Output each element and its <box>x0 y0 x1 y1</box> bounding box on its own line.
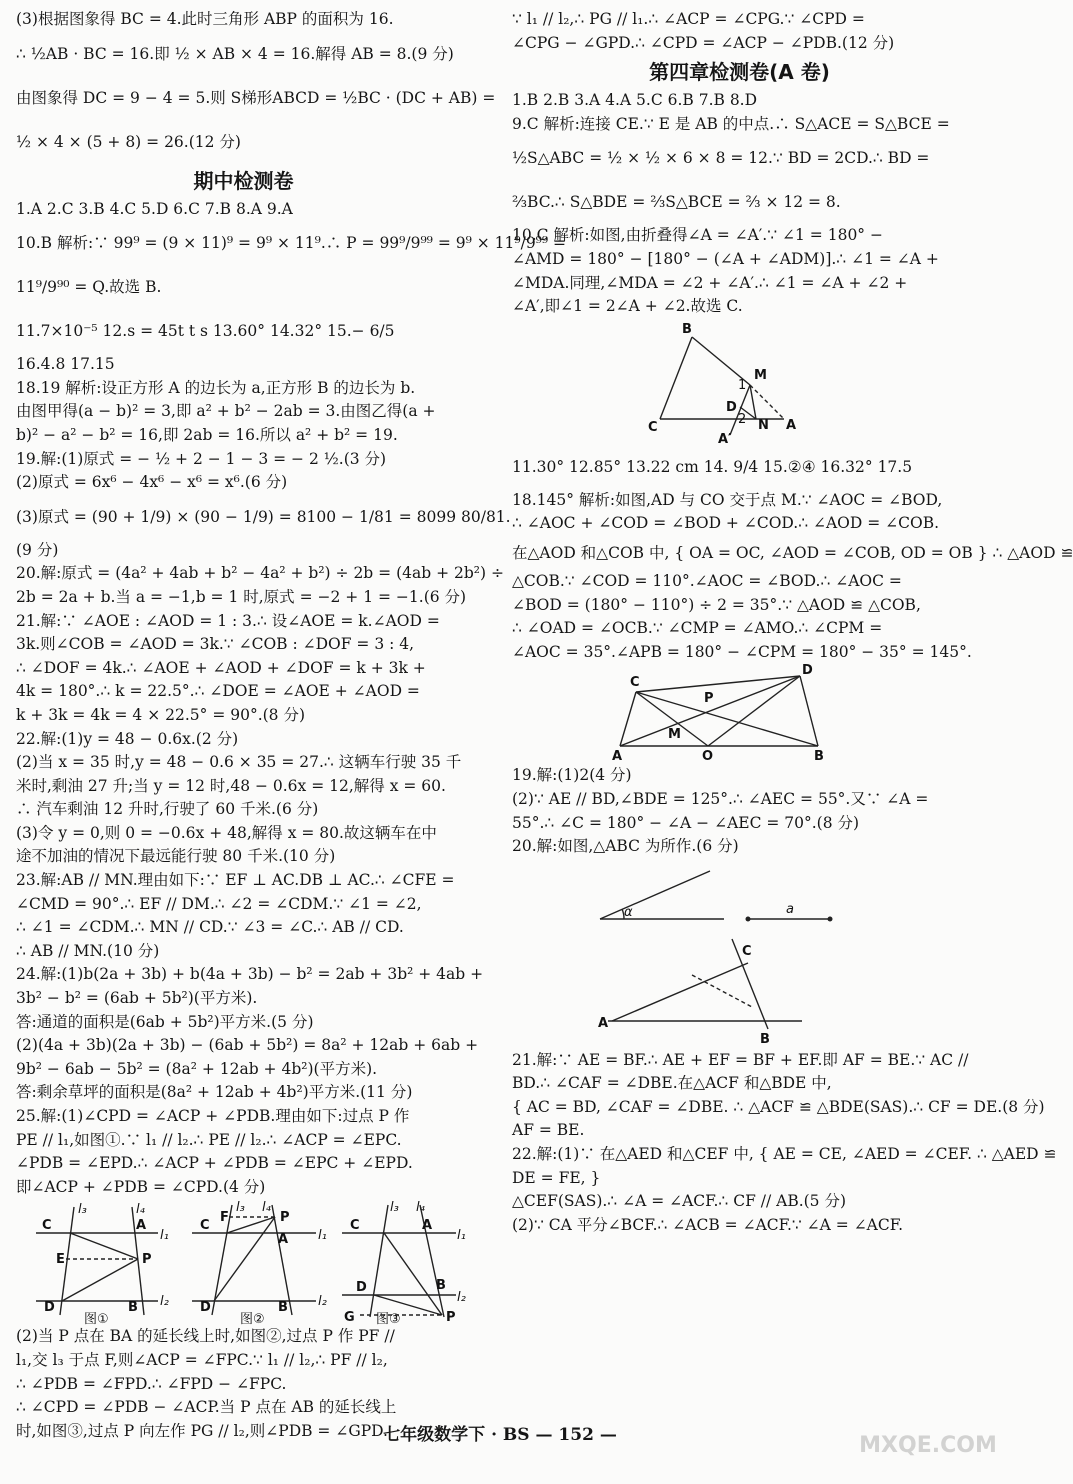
right-e-line: △CEF(SAS).∴ ∠A = ∠ACF.∴ CF // AB.(5 分) <box>512 1192 847 1211</box>
fig1-label-l2: l₂ <box>160 1294 169 1310</box>
right-b-line: 10.C 解析:如图,由折叠得∠A = ∠A′.∵ ∠1 = 180° − <box>512 226 883 245</box>
right-a-line: ∵ l₁ // l₂,∴ PG // l₁.∴ ∠ACP = ∠CPG.∵ ∠CPD = <box>512 10 865 28</box>
right-block-d <box>512 764 967 858</box>
right-block-a <box>512 8 967 55</box>
left-b-line: ∴ ∠DOF = 4k.∴ ∠AOE + ∠AOD + ∠DOF = k + 3k + <box>16 658 426 677</box>
fig1-segment-dp <box>62 1259 138 1301</box>
right-e-line: BD.∴ ∠CAF = ∠DBE.在△ACF 和△BDE 中, <box>512 1074 832 1093</box>
left-b-line: ∴ 汽车剩油 12 升时,行驶了 60 千米.(6 分) <box>16 800 319 819</box>
left-b-line: (3)原式 = (90 + 1/9) × (90 − 1/9) = 8100 − 1/81 = 8099 80/81. <box>16 507 511 526</box>
quad-label-p: P <box>704 691 714 707</box>
left-b-line: 即∠ACP + ∠PDB = ∠CPD.(4 分) <box>16 1177 266 1196</box>
right-c-line: △COB.∵ ∠COD = 110°.∠AOC = ∠BOD.∴ ∠AOC = <box>512 571 902 590</box>
right-b-line: ∠A′,即∠1 = 2∠A + ∠2.故选 C. <box>512 297 743 316</box>
quad-label-d: D <box>802 663 813 679</box>
fig3-label-l4: l₄ <box>416 1200 425 1216</box>
right-c-line: ∴ ∠OAD = ∠OCB.∵ ∠CMP = ∠AMO.∴ ∠CPM = <box>512 619 883 638</box>
quad-label-c: C <box>630 675 640 691</box>
quad-line-bd <box>800 676 818 746</box>
figure-quad <box>512 664 967 764</box>
left-b-line: 3b² − b² = (6ab + 5b²)(平方米). <box>16 989 258 1008</box>
fig1-label-d: D <box>44 1300 55 1316</box>
fold-label-c: C <box>648 419 658 435</box>
construct-label-a: A <box>598 1015 609 1031</box>
construct-angle-ray <box>600 871 710 919</box>
fig2-label-p: P <box>280 1210 290 1226</box>
left-a-line: (3)根据图象得 BC = 4.此时三角形 ABP 的面积为 16. <box>16 10 394 28</box>
left-a-line: ∴ ½AB · BC = 16.即 ½ × AB × 4 = 16.解得 AB = 8.(9 分) <box>16 44 454 63</box>
fig1-label-a: A <box>136 1218 147 1234</box>
fig2-label-d: D <box>200 1300 211 1316</box>
fig1-label-b: B <box>128 1300 138 1316</box>
fold-label-2: 2 <box>738 411 747 427</box>
right-c-line: 在△AOD 和△COB 中, { OA = OC, ∠AOD = ∠COB, OD = OB } ∴ △AOD ≌ <box>512 543 1073 562</box>
right-e-line: (2)∵ CA 平分∠BCF.∴ ∠ACB = ∠ACF.∵ ∠A = ∠ACF. <box>512 1215 904 1234</box>
fig3-segment-cp <box>384 1233 442 1315</box>
left-c-line: (2)当 P 点在 BA 的延长线上时,如图②,过点 P 作 PF // <box>16 1327 395 1346</box>
quad-line-bc <box>636 692 818 746</box>
fig3-label-l3: l₃ <box>390 1200 399 1216</box>
right-d-line: 55°.∴ ∠C = 180° − ∠A − ∠AEC = 70°.(8 分) <box>512 813 860 832</box>
fold-label-1: 1 <box>738 377 747 393</box>
left-b-line: 25.解:(1)∠CPD = ∠ACP + ∠PDB.理由如下:过点 P 作 <box>16 1107 410 1125</box>
fig2-label-l3: l₃ <box>236 1200 245 1216</box>
fold-label-n: N <box>758 417 769 433</box>
construct-label-alpha: α <box>624 904 633 920</box>
left-b-line: 11.7×10⁻⁵ 12.s = 45t t s 13.60° 14.32° 15.− 6/5 <box>16 322 395 341</box>
fig3-line-l3 <box>370 1205 388 1317</box>
figure-fold <box>512 319 967 445</box>
quad-line-ac <box>620 692 636 746</box>
fig2-segment-cp <box>227 1217 275 1233</box>
left-b-line: 24.解:(1)b(2a + 3b) + b(4a + 3b) − b² = 2ab + 3b² + 4ab + <box>16 965 484 984</box>
right-a-line: ∠CPG − ∠GPD.∴ ∠CPD = ∠ACP − ∠PDB.(12 分) <box>512 33 895 52</box>
svg-text:MXQE.COM: MXQE.COM <box>859 1433 997 1458</box>
fig1-label-l4: l₄ <box>136 1202 145 1218</box>
right-b-line: ∠MDA.同理,∠MDA = ∠2 + ∠A′.∴ ∠1 = ∠A + ∠2 + <box>512 273 908 292</box>
left-c-line: ∴ ∠CPD = ∠PDB − ∠ACP.当 P 点在 AB 的延长线上 <box>16 1398 397 1417</box>
fig1-label-p: P <box>142 1252 152 1268</box>
fig2-segment-dp <box>214 1217 275 1301</box>
fig3-label-c: C <box>350 1218 360 1234</box>
right-e-line: AF = BE. <box>512 1121 585 1140</box>
figure-construction <box>512 859 967 1049</box>
quad-label-o: O <box>702 749 714 765</box>
left-b-line: (2)当 x = 35 时,y = 48 − 0.6 × 35 = 27.∴ 这辆车行驶 35 千 <box>16 753 462 772</box>
right-column <box>512 8 1073 1237</box>
left-b-line: 16.4.8 17.15 <box>16 355 115 374</box>
fig1-label-l3: l₃ <box>78 1202 87 1218</box>
chapter4-heading: 第四章检测卷(A 卷) <box>649 60 830 85</box>
construct-label-b: B <box>760 1031 770 1047</box>
right-d-line: (2)∵ AE // BD,∠BDE = 125°.∴ ∠AEC = 55°.又∵ ∠A = <box>512 789 929 808</box>
fig1-label-c: C <box>42 1218 52 1234</box>
quad-label-a: A <box>612 749 623 765</box>
fig2-label-l1: l₁ <box>318 1228 327 1244</box>
left-b-line: 9b² − 6ab − 5b² = (8a² + 12ab + 4b²)(平方米). <box>16 1059 378 1078</box>
left-b-line: 22.解:(1)y = 48 − 0.6x.(2 分) <box>16 729 239 748</box>
right-b-line: 9.C 解析:连接 CE.∵ E 是 AB 的中点.∴ S△ACE = S△BCE = <box>512 114 950 133</box>
left-b-line: 由图甲得(a − b)² = 3,即 a² + b² − 2ab = 3.由图乙得(a + <box>16 402 436 421</box>
left-b-line: 2b = 2a + b.当 a = −1,b = 1 时,原式 = −2 + 1 = −1.(6 分) <box>16 587 467 606</box>
left-b-line: ∴ ∠1 = ∠CDM.∴ MN // CD.∵ ∠3 = ∠C.∴ AB // CD. <box>16 918 404 937</box>
fig3-caption: 图③ <box>376 1312 401 1328</box>
left-b-line: (2)原式 = 6x⁶ − 4x⁶ − x⁶ = x⁶.(6 分) <box>16 473 288 492</box>
left-a-line: ½ × 4 × (5 + 8) = 26.(12 分) <box>16 132 241 151</box>
fold-label-b: B <box>682 321 692 337</box>
left-b-line: 答:通道的面积是(6ab + 5b²)平方米.(5 分) <box>16 1012 314 1031</box>
construct-dashed <box>692 975 752 1007</box>
fig1-label-l1: l₁ <box>160 1228 169 1244</box>
right-e-line: DE = FE, } <box>512 1168 601 1187</box>
fig1-caption: 图① <box>84 1312 109 1328</box>
left-block-a <box>16 8 496 164</box>
quad-line-od <box>708 676 800 746</box>
left-b-line: 米时,剩油 27 升;当 y = 12 时,48 − 0.6x = 12,解得 x = 60. <box>16 776 446 795</box>
left-b-line: 19.解:(1)原式 = − ½ + 2 − 1 − 3 = − 2 ½.(3 分) <box>16 449 387 468</box>
right-block-c <box>512 445 1073 665</box>
left-b-line: (3)令 y = 0,则 0 = −0.6x + 48,解得 x = 80.故这辆车在中 <box>16 823 437 842</box>
right-b-line: ½S△ABC = ½ × ½ × 6 × 8 = 12.∵ BD = 2CD.∴ BD = <box>512 149 930 168</box>
left-b-line: (9 分) <box>16 540 59 559</box>
left-b-line: (2)(4a + 3b)(2a + 3b) − (6ab + 5b²) = 8a² + 12ab + 6ab + <box>16 1036 479 1055</box>
fig2-label-f: F <box>220 1210 229 1226</box>
left-b-line: 3k.则∠COB = ∠AOD = 3k.∵ ∠COB : ∠DOF = 3 : 4, <box>16 635 415 654</box>
quad-line-cd <box>636 676 800 692</box>
figures-25 <box>16 1199 471 1328</box>
right-e-line: { AC = BD, ∠CAF = ∠DBE. ∴ △ACF ≌ △BDE(SAS).∴ CF = DE.(8 分) <box>512 1097 1045 1116</box>
right-e-line: 22.解:(1)∵ 在△AED 和△CEF 中, { AE = CE, ∠AED = ∠CEF. ∴ △AED ≌ <box>512 1145 1057 1164</box>
fig1-label-e: E <box>56 1252 65 1268</box>
construct-point-right <box>828 916 833 921</box>
left-c-line: 时,如图③,过点 P 向左作 PG // l₂,则∠PDB = ∠GPD. <box>16 1421 388 1440</box>
left-b-line: ∠CMD = 90°.∴ EF // DM.∴ ∠2 = ∠CDM.∵ ∠1 = ∠2, <box>16 894 422 913</box>
fold-label-d: D <box>726 399 737 415</box>
construct-side-ac <box>612 963 748 1021</box>
fig3-label-d: D <box>356 1280 367 1296</box>
fig2-label-a: A <box>278 1232 289 1248</box>
fig3-label-g: G <box>344 1310 355 1326</box>
left-b-line: ∴ AB // MN.(10 分) <box>16 941 160 960</box>
fold-line-cb <box>660 337 692 419</box>
watermark-logo <box>860 1390 1000 1484</box>
left-b-line: 20.解:原式 = (4a² + 4ab + b² − 4a² + b²) ÷ 2b = (4ab + 2b²) ÷ <box>16 564 504 583</box>
fig2-caption: 图② <box>240 1312 265 1328</box>
right-b-line: ∠AMD = 180° − [180° − (∠A + ∠ADM)].∴ ∠1 = ∠A + <box>512 249 939 268</box>
fig3-label-b: B <box>436 1278 446 1294</box>
right-b-line: 1.B 2.B 3.A 4.A 5.C 6.B 7.B 8.D <box>512 91 758 110</box>
quad-label-b: B <box>814 749 824 765</box>
left-c-line: l₁,交 l₃ 于点 F,则∠ACP = ∠FPC.∵ l₁ // l₂,∴ PF // l₂, <box>16 1350 388 1369</box>
left-b-line: b)² − a² − b² = 16,即 2ab = 16.所以 a² + b² = 19. <box>16 425 398 444</box>
left-b-line: 10.B 解析:∵ 99⁹ = (9 × 11)⁹ = 9⁹ × 11⁹.∴ P = 99⁹/9⁹⁹ = 9⁹ × 11⁹/9⁹⁹ = <box>16 234 567 253</box>
quad-line-ad <box>620 676 800 746</box>
right-c-line: 11.30° 12.85° 13.22 cm 14. 9/4 15.②④ 16.32° 17.5 <box>512 457 913 476</box>
fold-label-a-prime: A′ <box>718 431 732 447</box>
left-b-line: 4k = 180°.∴ k = 22.5°.∴ ∠DOE = ∠AOE + ∠AOD = <box>16 682 420 701</box>
quad-label-m: M <box>668 727 681 743</box>
fig3-label-a: A <box>422 1218 433 1234</box>
fig2-label-l4: l₄ <box>262 1200 271 1216</box>
right-b-line: ⅔BC.∴ S△BDE = ⅔S△BCE = ⅔ × 12 = 8. <box>512 193 841 212</box>
fig2-label-c: C <box>200 1218 210 1234</box>
left-b-line: 途不加油的情况下最远能行驶 80 千米.(10 分) <box>16 847 336 866</box>
page-footer: 七年级数学下 · BS — 152 — <box>383 1425 617 1445</box>
midterm-heading: 期中检测卷 <box>193 168 294 193</box>
fold-label-m: M <box>754 367 767 383</box>
left-c-line: ∴ ∠PDB = ∠FPD.∴ ∠FPD − ∠FPC. <box>16 1374 287 1393</box>
left-b-line: ∠PDB = ∠EPD.∴ ∠ACP + ∠PDB = ∠EPC + ∠EPD. <box>16 1154 413 1173</box>
left-a-line: 由图象得 DC = 9 − 4 = 5.则 S梯形ABCD = ½BC · (DC + AB) = <box>16 88 496 107</box>
construct-point-left <box>746 916 751 921</box>
fig3-label-p: P <box>446 1310 456 1326</box>
right-block-b <box>512 89 967 319</box>
right-c-line: ∠AOC = 35°.∠APB = 180° − ∠CPM = 180° − 35° = 145°. <box>512 642 972 661</box>
construct-label-c: C <box>742 943 752 959</box>
left-b-line: 23.解:AB // MN.理由如下:∵ EF ⊥ AC.DB ⊥ AC.∴ ∠CFE = <box>16 871 455 890</box>
left-b-line: PE // l₁,如图①.∵ l₁ // l₂.∴ PE // l₂.∴ ∠ACP = ∠EPC. <box>16 1130 402 1149</box>
fig3-label-l1: l₁ <box>457 1228 466 1244</box>
fig1-segment-cp <box>70 1233 138 1259</box>
fig3-label-l2: l₂ <box>457 1290 466 1306</box>
left-b-line: 11⁹/9⁹⁰ = Q.故选 B. <box>16 278 162 297</box>
right-d-line: 19.解:(1)2(4 分) <box>512 766 632 785</box>
fig2-label-l2: l₂ <box>318 1294 327 1310</box>
right-c-line: ∴ ∠AOC + ∠COD = ∠BOD + ∠COD.∴ ∠AOD = ∠COB. <box>512 514 940 533</box>
left-b-line: k + 3k = 4k = 4 × 22.5° = 90°.(8 分) <box>16 705 306 724</box>
right-block-e <box>512 1049 1057 1238</box>
fold-label-a: A <box>786 417 797 433</box>
left-b-line: 答:剩余草坪的面积是(8a² + 12ab + 4b²)平方米.(11 分) <box>16 1083 413 1102</box>
right-d-line: 20.解:如图,△ABC 为所作.(6 分) <box>512 837 739 856</box>
left-b-line: 21.解:∵ ∠AOE : ∠AOD = 1 : 3.∴ 设∠AOE = k.∠AOD = <box>16 611 440 630</box>
left-b-line: 1.A 2.C 3.B 4.C 5.D 6.C 7.B 8.A 9.A <box>16 199 293 218</box>
right-c-line: ∠BOD = (180° − 110°) ÷ 2 = 35°.∵ △AOD ≌ △COB, <box>512 595 921 614</box>
construct-label-a-len: a <box>786 901 794 917</box>
right-e-line: 21.解:∵ AE = BF.∴ AE + EF = BF + EF.即 AF = BE.∵ AC // <box>512 1050 969 1069</box>
right-c-line: 18.145° 解析:如图,AD 与 CO 交于点 M.∵ ∠AOC = ∠BOD, <box>512 490 943 509</box>
fig2-label-b: B <box>278 1300 288 1316</box>
left-b-line: 18.19 解析:设正方形 A 的边长为 a,正方形 B 的边长为 b. <box>16 378 416 397</box>
